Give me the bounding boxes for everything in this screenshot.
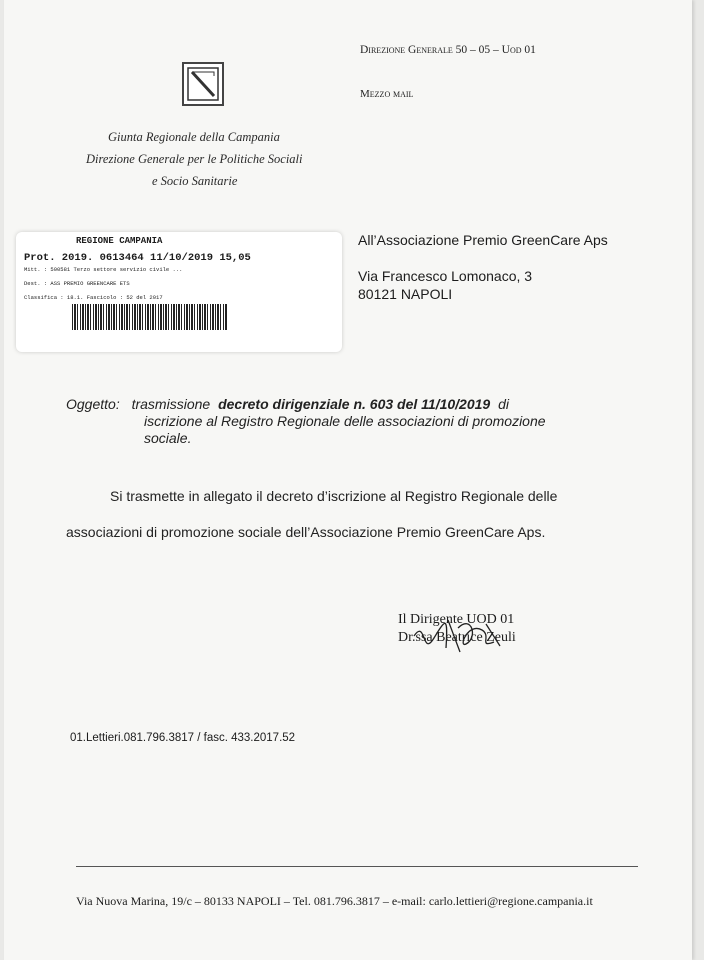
handwritten-signature-icon [408, 608, 518, 658]
department-code: Direzione Generale 50 – 05 – Uod 01 [360, 44, 536, 56]
stamp-sender: Mitt. : 500581 Terzo settore servizio civile ... [24, 266, 183, 273]
signatory-name: Dr.ssa Beatrice Zeuli [398, 630, 516, 645]
body-line-2: associazioni di promozione sociale dell’Associazione Premio GreenCare Aps. [66, 524, 546, 540]
protocol-stamp [16, 232, 342, 352]
subject-decree: decreto dirigenziale n. 603 del 11/10/2019 [218, 396, 491, 412]
subject-line-1 [66, 396, 509, 412]
barcode [72, 304, 228, 330]
stamp-region: REGIONE CAMPANIA [76, 236, 163, 246]
subject-post: di [498, 396, 509, 412]
campania-emblem-icon [182, 62, 224, 106]
delivery-method: Mezzo mail [360, 88, 414, 100]
stamp-protocol: Prot. 2019. 0613464 11/10/2019 15,05 [24, 252, 251, 264]
body-line-1: Si trasmette in allegato il decreto d’iscrizione al Registro Regionale delle [110, 488, 558, 504]
signatory-title: Il Dirigente UOD 01 [398, 612, 515, 627]
subject-label: Oggetto: [66, 396, 120, 412]
subject-line-2: iscrizione al Registro Regionale delle associazioni di promozione [144, 413, 546, 429]
issuer-line-3: e Socio Sanitarie [152, 174, 238, 188]
file-reference: 01.Lettieri.081.796.3817 / fasc. 433.2017.52 [70, 732, 296, 744]
recipient-city: 80121 NAPOLI [358, 286, 453, 302]
recipient-name: All’Associazione Premio GreenCare Aps [358, 232, 608, 248]
subject-pre: trasmissione [131, 396, 211, 412]
footer-divider [76, 866, 638, 867]
issuer-line-2: Direzione Generale per le Politiche Sociali [86, 152, 303, 166]
stamp-recipient: Dest. : ASS PREMIO GREENCARE ETS [24, 280, 130, 287]
recipient-street: Via Francesco Lomonaco, 3 [358, 268, 533, 284]
issuer-line-1: Giunta Regionale della Campania [108, 130, 280, 144]
signature-block [398, 612, 516, 646]
footer-contact: Via Nuova Marina, 19/c – 80133 NAPOLI – Tel. 081.796.3817 – e-mail: carlo.lettieri@regione.campania.it [76, 894, 593, 908]
subject-line-3: sociale. [144, 430, 192, 446]
stamp-classification: Classifica : 18.1. Fascicolo : 52 del 2017 [24, 294, 163, 301]
letter-page [4, 0, 692, 960]
